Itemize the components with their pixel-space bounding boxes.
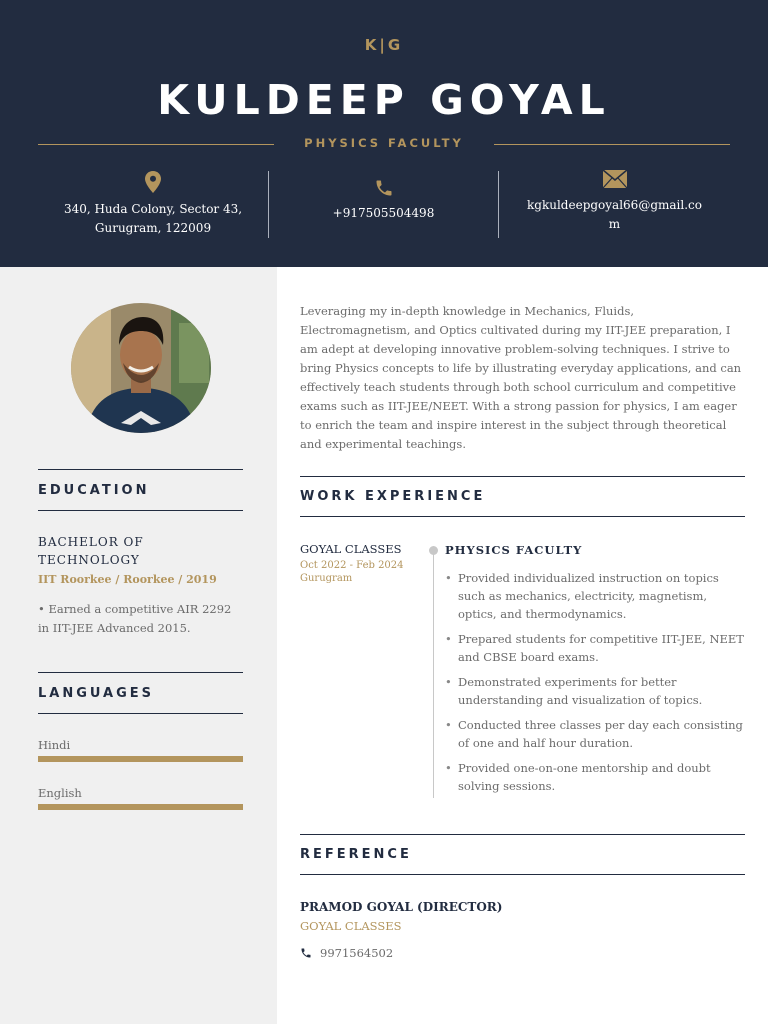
languages-section: [38, 672, 243, 810]
language-name: English: [38, 786, 82, 800]
reference-company: GOYAL CLASSES: [300, 919, 402, 933]
profile-photo: [71, 303, 211, 433]
reference-phone: [300, 946, 393, 960]
list-item: • Demonstrated experiments for better understanding and visualization of topics.: [445, 673, 745, 709]
envelope-icon: [499, 170, 730, 192]
job-title: PHYSICS FACULTY: [304, 136, 464, 150]
job-title-row: [38, 136, 730, 152]
language-level-bar: [38, 804, 243, 810]
degree: [38, 533, 243, 569]
reference-name: PRAMOD GOYAL (DIRECTOR): [300, 900, 503, 914]
responsibility-list: [445, 569, 745, 795]
contact-email: [499, 170, 730, 238]
job-location: Gurugram: [300, 573, 353, 584]
email-line-2: m: [608, 217, 621, 231]
reference-phone-number: 9971564502: [320, 946, 394, 960]
education-note: • Earned a competitive AIR 2292 in IIT-JEE Advanced 2015.: [38, 602, 232, 635]
reference-heading: REFERENCE: [300, 847, 412, 862]
degree-line-2: TECHNOLOGY: [38, 553, 140, 567]
language-level-bar: [38, 756, 243, 762]
education-heading: EDUCATION: [38, 483, 150, 498]
address-line-2: Gurugram, 122009: [94, 221, 212, 235]
job-meta: [300, 542, 420, 585]
timeline-line: [433, 550, 434, 798]
section-rule: [38, 713, 243, 714]
timeline-dot: [429, 546, 438, 555]
divider-right: [494, 144, 730, 145]
candidate-name: KULDEEP GOYAL: [157, 76, 611, 124]
job-details: [445, 543, 745, 802]
language-item: [38, 738, 243, 762]
company-name: GOYAL CLASSES: [300, 542, 402, 556]
phone-number: +917505504498: [332, 206, 435, 220]
language-name: Hindi: [38, 738, 71, 752]
languages-heading: LANGUAGES: [38, 686, 155, 701]
work-experience-section: [300, 476, 745, 517]
degree-line-1: BACHELOR OF: [38, 535, 144, 549]
list-item: • Provided individualized instruction on topics such as mechanics, electricity, magnetism, optics, and thermodynamics.: [445, 569, 745, 623]
section-rule: [300, 516, 745, 517]
location-pin-icon: [38, 170, 268, 196]
reference-section: [300, 834, 745, 875]
sidebar: [0, 267, 277, 1024]
phone-icon: [300, 947, 312, 959]
education-section: [38, 469, 243, 638]
school: IIT Roorkee / Roorkee / 2019: [38, 573, 217, 586]
language-item: [38, 786, 243, 810]
job-dates: Oct 2022 - Feb 2024: [300, 560, 404, 571]
resume-header: [0, 0, 768, 267]
section-rule: [300, 874, 745, 875]
email-line-1: kgkuldeepgoyal66@gmail.co: [527, 198, 702, 212]
monogram: K|G: [364, 36, 404, 54]
work-experience-heading: WORK EXPERIENCE: [300, 489, 486, 504]
address-line-1: 340, Huda Colony, Sector 43,: [63, 202, 243, 216]
profile-summary: Leveraging my in-depth knowledge in Mechanics, Fluids, Electromagnetism, and Optics cultivated during my IIT-JEE preparation, I am adept at developing innovative problem-solving techniques. I strive to bring Physics concepts to life by illustrating everyday applications, and can effectively teach students through both school curriculum and competitive exams such as IIT-JEE/NEET. With a strong passion for physics, I am eager to enrich the team and inspire interest in the subject through theoretical and experimental teachings.: [300, 304, 742, 451]
list-item: • Conducted three classes per day each consisting of one and half hour duration.: [445, 716, 745, 752]
list-item: • Provided one-on-one mentorship and doubt solving sessions.: [445, 759, 745, 795]
position-title: PHYSICS FACULTY: [445, 543, 583, 557]
section-rule: [38, 510, 243, 511]
phone-icon: [269, 178, 498, 200]
contact-phone: [269, 170, 498, 238]
contact-address: [38, 170, 268, 238]
list-item: • Prepared students for competitive IIT-JEE, NEET and CBSE board exams.: [445, 630, 745, 666]
